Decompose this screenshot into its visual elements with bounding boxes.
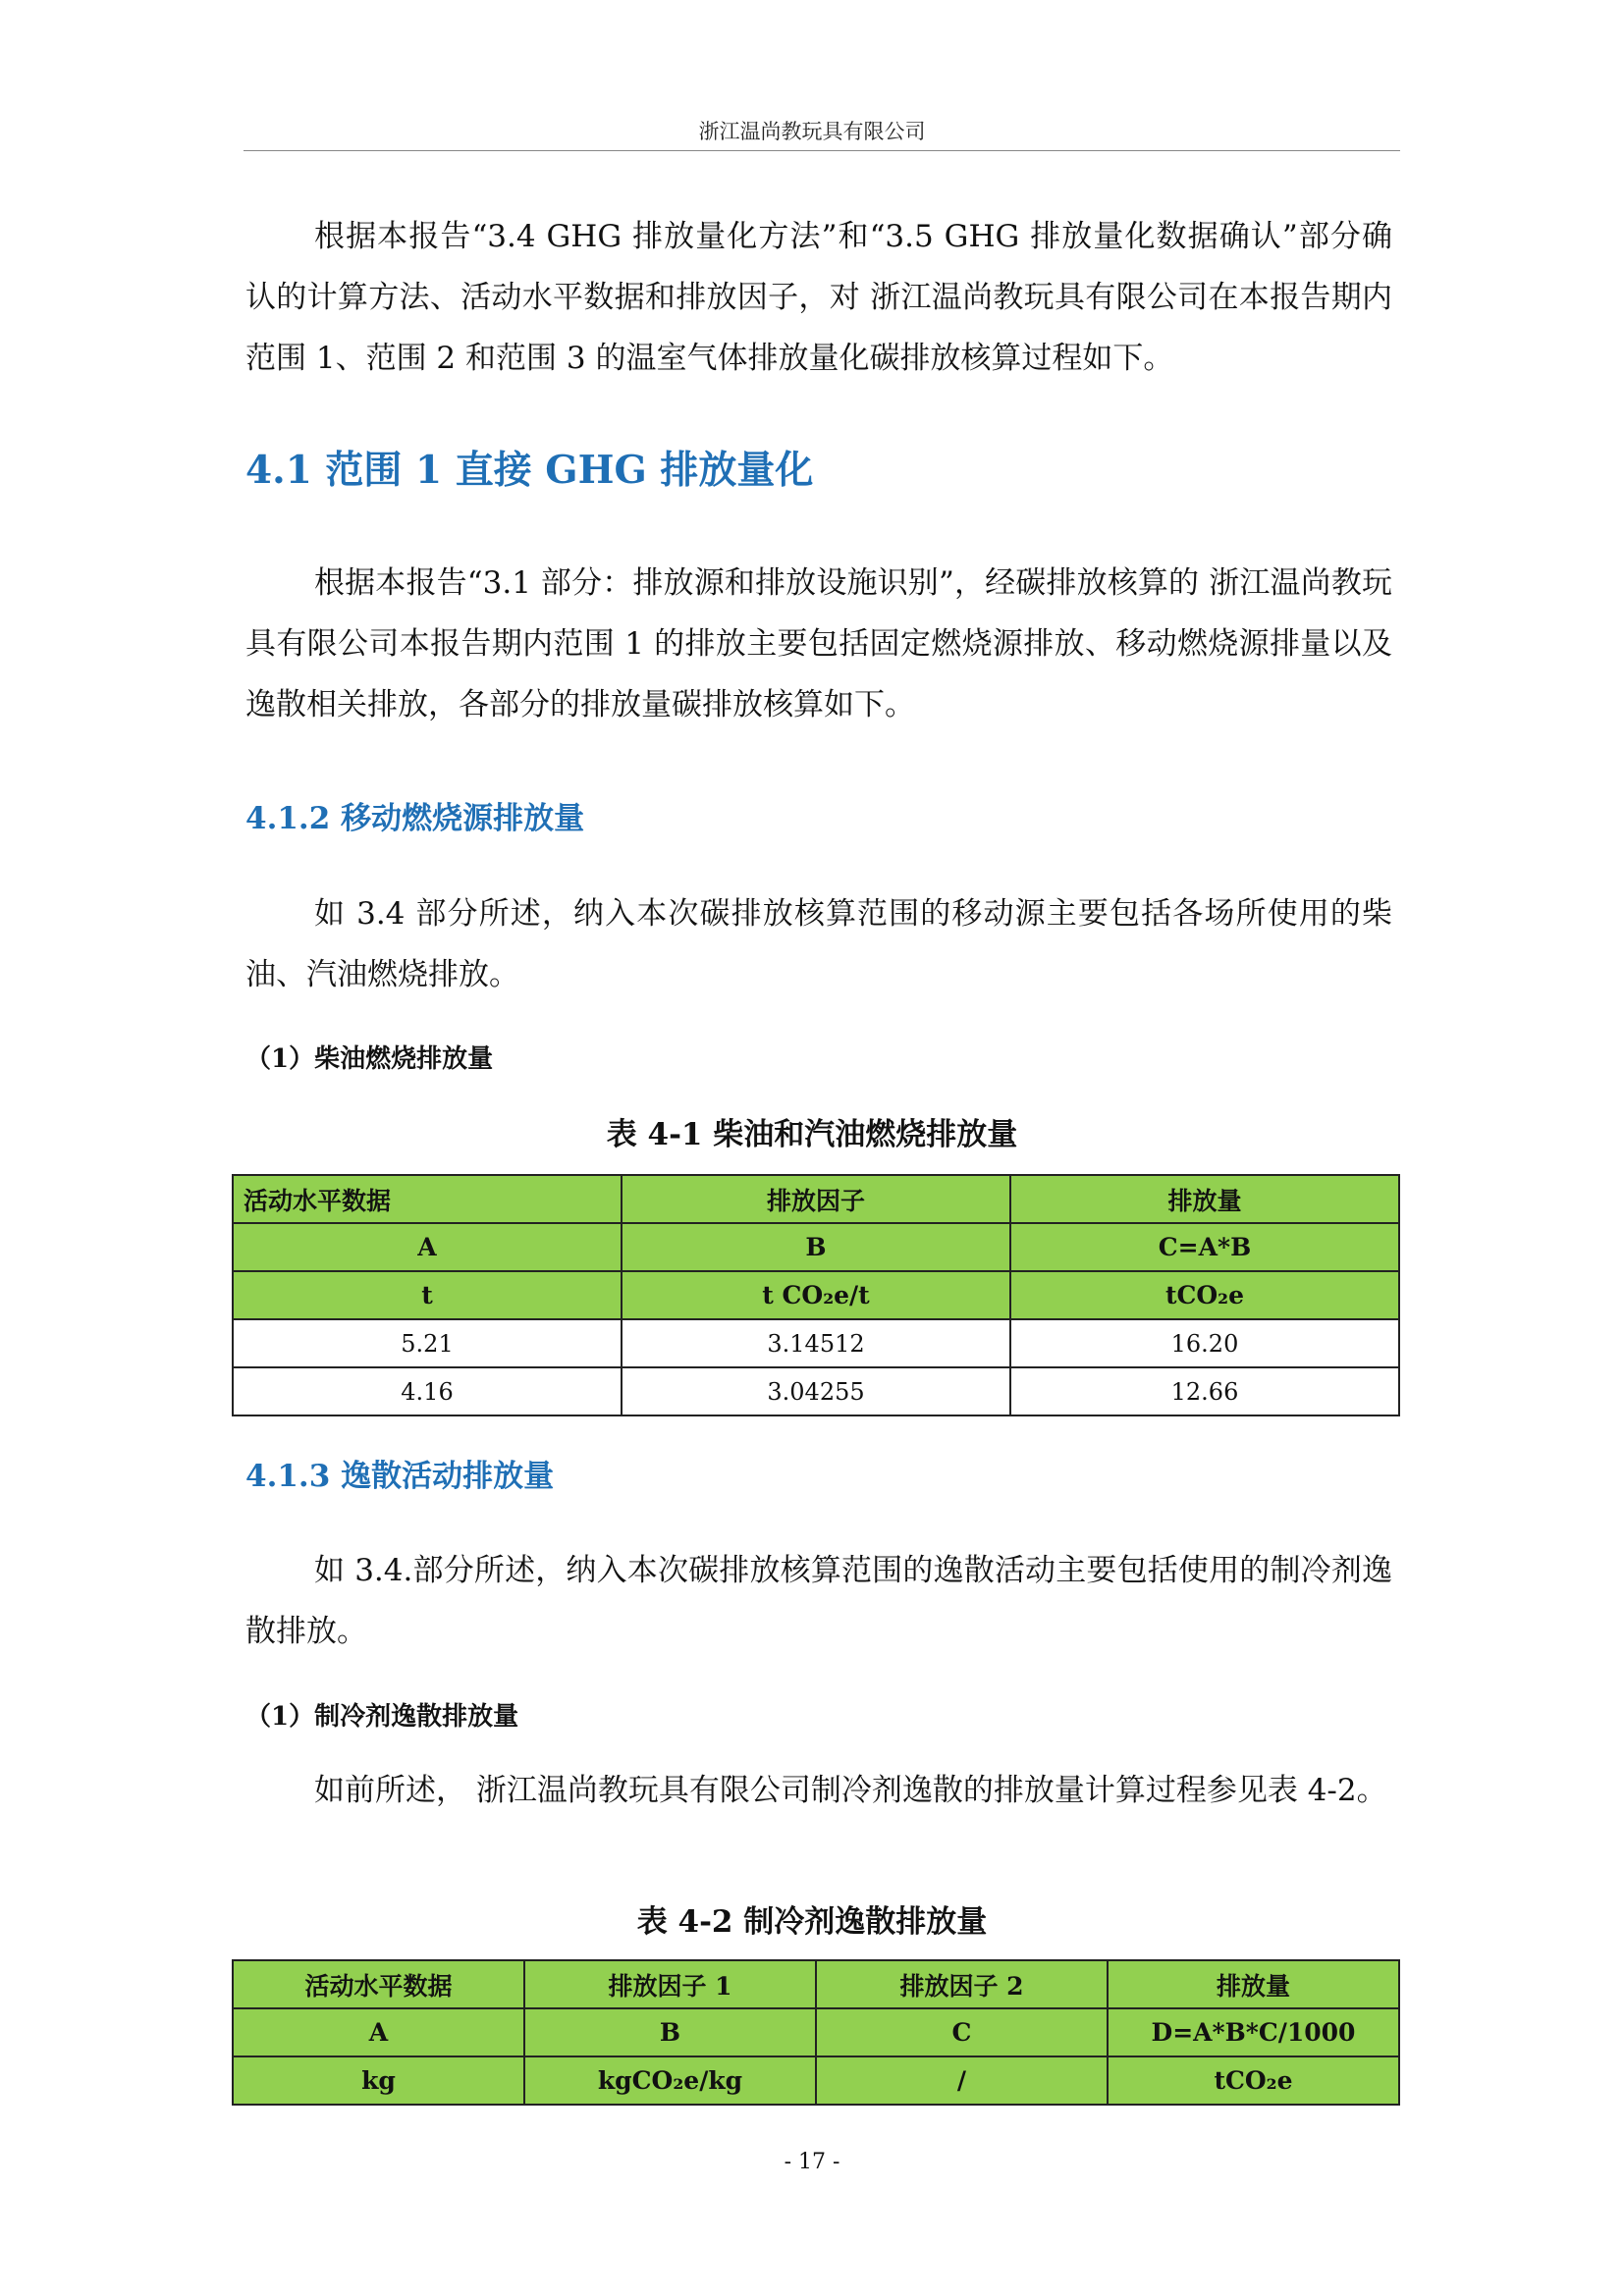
section-4-1-2-paragraph [245,883,1392,1005]
table-cell: tCO₂e [1108,2056,1399,2105]
table-cell: 4.16 [233,1367,622,1415]
table-cell: B [622,1223,1010,1271]
table-cell: / [816,2056,1108,2105]
page-header: 浙江温尚教玩具有限公司 [698,120,926,143]
table-4-1-caption: 表 4-1 柴油和汽油燃烧排放量 [606,1117,1018,1152]
table-header-row [233,1175,1399,1223]
intro-text: 根据本报告“3.4 GHG 排放量化方法”和“3.5 GHG 排放量化数据确认”部分确认的计算方法、活动水平数据和排放因子，对 浙江温尚教玩具有限公司在本报告期内范围 1、范围 2 和范围 3 的温室气体排放量化碳排放核算过程如下。 [245,219,1392,376]
table-cell: 16.20 [1010,1319,1399,1367]
table-cell: 12.66 [1010,1367,1399,1415]
table-cell: 排放因子 [622,1175,1010,1223]
table-cell: t [233,1271,622,1319]
refrigerant-paragraph [245,1760,1392,1821]
section-4-1-paragraph [245,553,1392,735]
table-4-2 [232,1959,1400,2106]
table-cell: C=A*B [1010,1223,1399,1271]
table-cell: B [524,2008,816,2056]
refrigerant-subheading: （1）制冷剂逸散排放量 [245,1702,519,1732]
diesel-subheading: （1）柴油燃烧排放量 [245,1044,494,1074]
page-number: - 17 - [784,2150,840,2174]
header-rule [244,150,1400,151]
table-cell: A [233,2008,524,2056]
section-4-1-3-paragraph [245,1540,1392,1662]
section-4-1-text: 根据本报告“3.1 部分：排放源和排放设施识别”，经碳排放核算的 浙江温尚教玩具有限公司本报告期内范围 1 的排放主要包括固定燃烧源排放、移动燃烧源排量以及逸散相关排放，各部分的排放量碳排放核算如下。 [245,565,1392,722]
table-symbol-row [233,1223,1399,1271]
refrigerant-text: 如前所述， 浙江温尚教玩具有限公司制冷剂逸散的排放量计算过程参见表 4-2。 [314,1773,1387,1808]
table-cell: kgCO₂e/kg [524,2056,816,2105]
table-row [233,1319,1399,1367]
section-4-1-3-heading: 4.1.3 逸散活动排放量 [245,1459,555,1494]
intro-paragraph [245,206,1392,389]
table-cell: C [816,2008,1108,2056]
table-cell: A [233,1223,622,1271]
table-cell: 排放因子 1 [524,1960,816,2008]
table-cell: 活动水平数据 [233,1175,622,1223]
table-cell: kg [233,2056,524,2105]
section-4-1-2-heading: 4.1.2 移动燃烧源排放量 [245,801,585,836]
table-cell: 3.14512 [622,1319,1010,1367]
table-cell: tCO₂e [1010,1271,1399,1319]
table-unit-row [233,1271,1399,1319]
table-cell: 排放因子 2 [816,1960,1108,2008]
table-cell: t CO₂e/t [622,1271,1010,1319]
table-header-row [233,1960,1399,2008]
table-cell: 排放量 [1010,1175,1399,1223]
table-4-2-caption: 表 4-2 制冷剂逸散排放量 [636,1904,988,1940]
section-4-1-2-text: 如 3.4 部分所述，纳入本次碳排放核算范围的移动源主要包括各场所使用的柴油、汽油燃烧排放。 [245,896,1392,992]
table-unit-row [233,2056,1399,2105]
table-4-1 [232,1174,1400,1416]
table-cell: D=A*B*C/1000 [1108,2008,1399,2056]
table-row [233,1367,1399,1415]
section-4-1-3-text: 如 3.4.部分所述，纳入本次碳排放核算范围的逸散活动主要包括使用的制冷剂逸散排放。 [245,1553,1392,1649]
table-cell: 活动水平数据 [233,1960,524,2008]
table-cell: 5.21 [233,1319,622,1367]
table-symbol-row [233,2008,1399,2056]
table-cell: 3.04255 [622,1367,1010,1415]
section-4-1-heading: 4.1 范围 1 直接 GHG 排放量化 [245,448,814,493]
table-cell: 排放量 [1108,1960,1399,2008]
